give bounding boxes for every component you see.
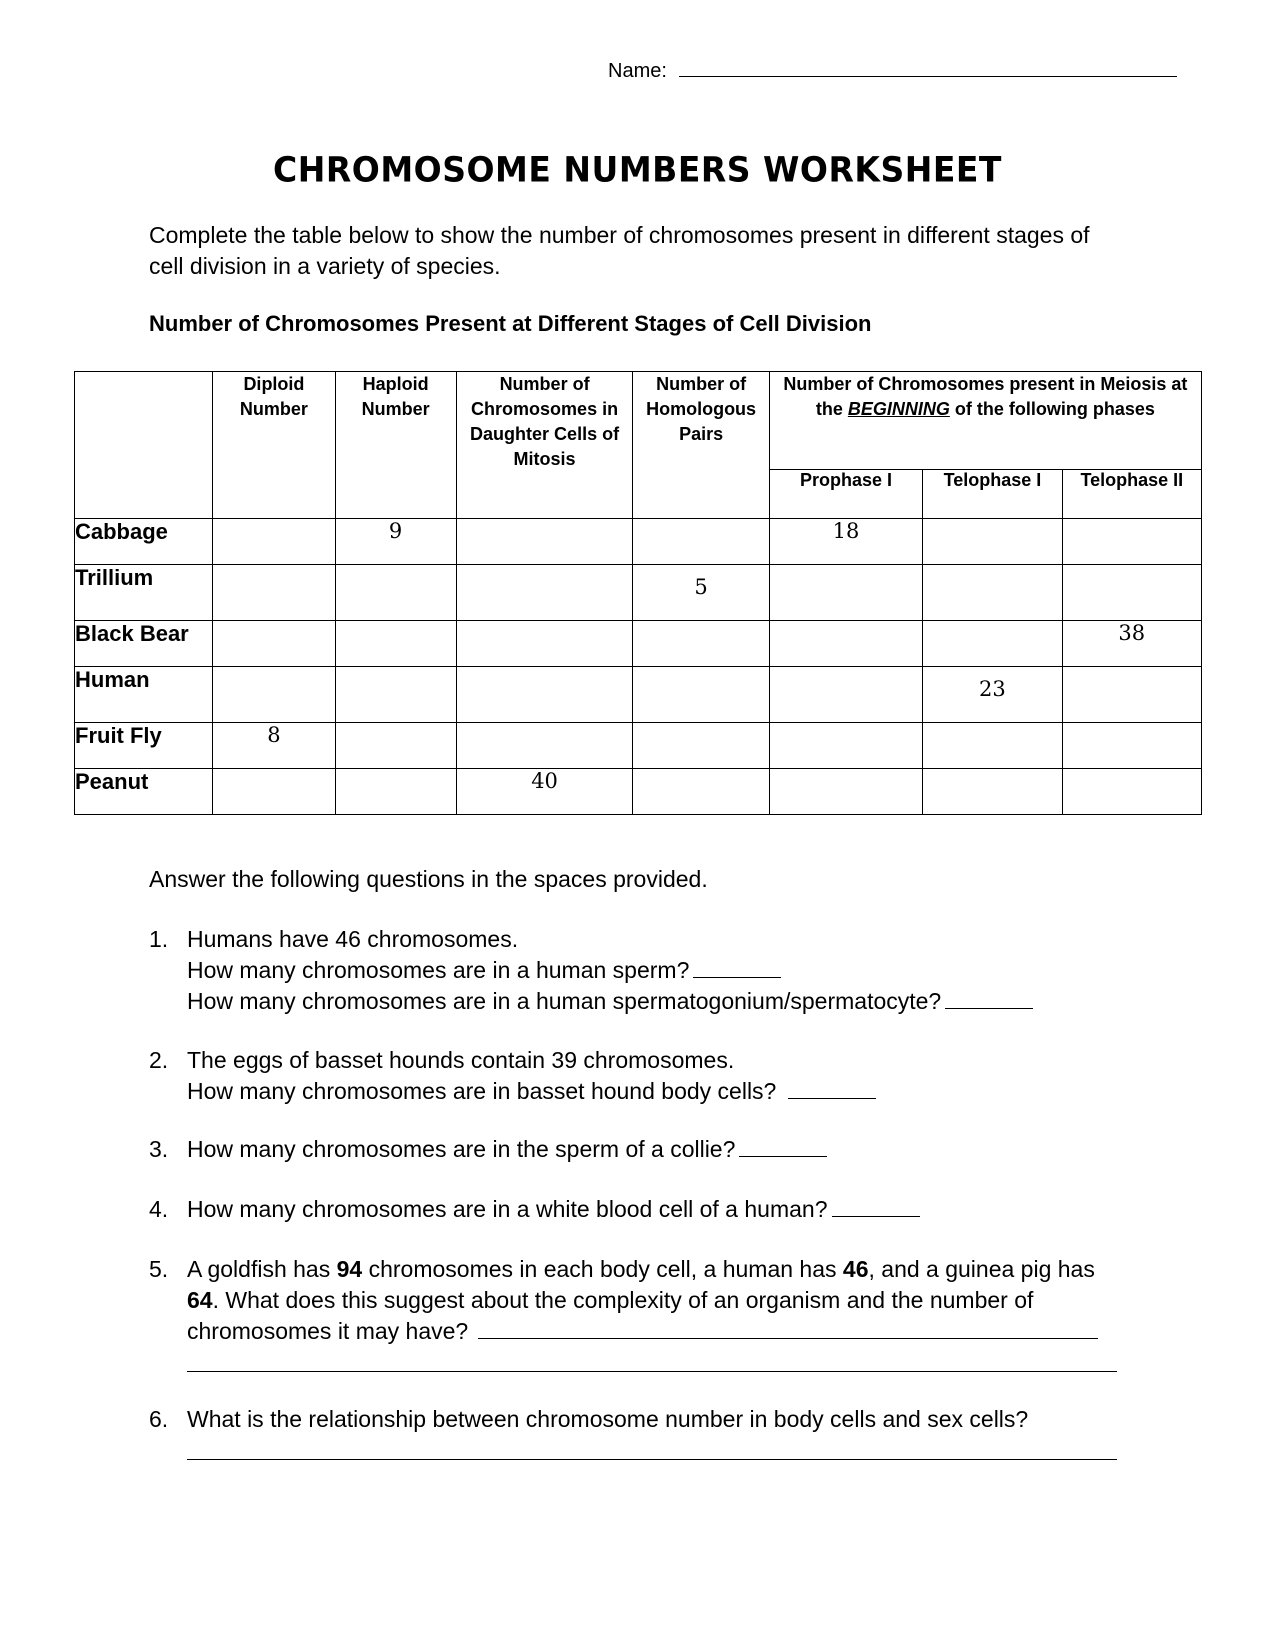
meiosis-header xyxy=(769,372,1201,470)
telophase2-cell[interactable] xyxy=(1062,769,1201,815)
diploid-cell[interactable] xyxy=(213,769,335,815)
species-label: Human xyxy=(75,667,213,723)
question-text: . What does this suggest about the complexity of an organism and the number of xyxy=(212,1287,1034,1313)
meiosis-header-emphasis: BEGINNING xyxy=(847,399,950,419)
question-text: chromosomes it may have? xyxy=(187,1318,469,1344)
table-row xyxy=(75,621,1202,667)
telophase1-cell[interactable] xyxy=(923,723,1062,769)
telophase2-cell[interactable] xyxy=(1062,723,1201,769)
answer-line[interactable] xyxy=(187,1347,1117,1372)
question-text: , and a guinea pig has xyxy=(868,1256,1095,1282)
telophase1-header: Telophase I xyxy=(923,470,1062,519)
diploid-cell[interactable] xyxy=(213,621,335,667)
prophase1-header: Prophase I xyxy=(769,470,922,519)
answer-blank[interactable] xyxy=(478,1320,1098,1339)
diploid-cell[interactable] xyxy=(213,519,335,565)
telophase1-cell[interactable] xyxy=(923,565,1062,621)
species-label: Peanut xyxy=(75,769,213,815)
diploid-header: Diploid Number xyxy=(213,372,335,519)
name-label: Name: xyxy=(608,60,667,82)
question-1 xyxy=(149,924,1149,1017)
telophase2-cell[interactable] xyxy=(1062,565,1201,621)
telophase2-header: Telophase II xyxy=(1062,470,1201,519)
question-number: 1. xyxy=(149,926,169,952)
question-text: How many chromosomes are in basset hound body cells? xyxy=(187,1078,777,1104)
chromosome-table xyxy=(74,371,1202,815)
table-row xyxy=(75,723,1202,769)
mitosis-cell[interactable] xyxy=(456,667,633,723)
mitosis-cell[interactable] xyxy=(456,565,633,621)
question-text: How many chromosomes are in a white blood cell of a human? xyxy=(187,1196,828,1222)
mitosis-cell[interactable] xyxy=(456,621,633,667)
telophase2-cell[interactable]: 38 xyxy=(1062,621,1201,667)
question-text: The eggs of basset hounds contain 39 chromosomes. xyxy=(187,1047,735,1073)
question-number: 2. xyxy=(149,1047,169,1073)
question-3 xyxy=(149,1134,1149,1165)
haploid-cell[interactable] xyxy=(335,621,456,667)
species-label: Trillium xyxy=(75,565,213,621)
haploid-cell[interactable] xyxy=(335,723,456,769)
mitosis-cell[interactable]: 40 xyxy=(456,769,633,815)
questions-intro: Answer the following questions in the spaces provided. xyxy=(149,866,708,892)
mitosis-cell[interactable] xyxy=(456,519,633,565)
haploid-header: Haploid Number xyxy=(335,372,456,519)
question-number: 3. xyxy=(149,1136,169,1162)
mitosis-header: Number of Chromosomes in Daughter Cells of Mitosis xyxy=(456,372,633,519)
question-number: 5. xyxy=(149,1256,169,1282)
haploid-cell[interactable]: 9 xyxy=(335,519,456,565)
answer-blank[interactable] xyxy=(832,1198,920,1217)
species-label: Fruit Fly xyxy=(75,723,213,769)
table-row xyxy=(75,519,1202,565)
mitosis-cell[interactable] xyxy=(456,723,633,769)
species-label: Cabbage xyxy=(75,519,213,565)
homologous-cell[interactable] xyxy=(633,667,769,723)
homologous-cell[interactable] xyxy=(633,621,769,667)
question-text: A goldfish has xyxy=(187,1256,337,1282)
question-text: How many chromosomes are in a human sperm? xyxy=(187,957,690,983)
telophase2-cell[interactable] xyxy=(1062,667,1201,723)
page-title: CHROMOSOME NUMBERS WORKSHEET xyxy=(273,149,1002,190)
question-text: chromosomes in each body cell, a human has xyxy=(362,1256,843,1282)
haploid-cell[interactable] xyxy=(335,565,456,621)
prophase1-cell[interactable] xyxy=(769,667,922,723)
name-field xyxy=(608,60,1177,83)
telophase1-cell[interactable] xyxy=(923,769,1062,815)
question-5 xyxy=(149,1254,1149,1372)
answer-line[interactable] xyxy=(187,1435,1117,1460)
meiosis-header-post: of the following phases xyxy=(949,399,1155,419)
telophase1-cell[interactable]: 23 xyxy=(923,667,1062,723)
diploid-cell[interactable] xyxy=(213,565,335,621)
prophase1-cell[interactable] xyxy=(769,769,922,815)
question-6 xyxy=(149,1404,1149,1460)
telophase1-cell[interactable] xyxy=(923,621,1062,667)
table-row xyxy=(75,565,1202,621)
diploid-cell[interactable]: 8 xyxy=(213,723,335,769)
prophase1-cell[interactable]: 18 xyxy=(769,519,922,565)
prophase1-cell[interactable] xyxy=(769,565,922,621)
table-row xyxy=(75,667,1202,723)
haploid-cell[interactable] xyxy=(335,667,456,723)
name-blank-line[interactable] xyxy=(679,60,1177,77)
question-4 xyxy=(149,1194,1149,1225)
prophase1-cell[interactable] xyxy=(769,621,922,667)
guinea-pig-count: 64 xyxy=(187,1287,213,1313)
table-row xyxy=(75,769,1202,815)
species-label: Black Bear xyxy=(75,621,213,667)
question-text: Humans have 46 chromosomes. xyxy=(187,926,519,952)
homologous-cell[interactable] xyxy=(633,519,769,565)
answer-blank[interactable] xyxy=(945,990,1033,1009)
diploid-cell[interactable] xyxy=(213,667,335,723)
meiosis-header-pre: Number of Chromosomes present in Meiosis at the xyxy=(783,374,1188,419)
human-count: 46 xyxy=(842,1256,869,1282)
homologous-header: Number of Homologous Pairs xyxy=(633,372,769,519)
haploid-cell[interactable] xyxy=(335,769,456,815)
species-header-cell xyxy=(75,372,213,519)
homologous-cell[interactable]: 5 xyxy=(633,565,769,621)
question-text: How many chromosomes are in the sperm of a collie? xyxy=(187,1136,736,1162)
answer-blank[interactable] xyxy=(788,1080,876,1099)
question-number: 6. xyxy=(149,1406,169,1432)
answer-blank[interactable] xyxy=(693,959,781,978)
question-text: How many chromosomes are in a human spermatogonium/spermatocyte? xyxy=(187,988,942,1014)
question-text: What is the relationship between chromosome number in body cells and sex cells? xyxy=(187,1406,1029,1432)
homologous-cell[interactable] xyxy=(633,769,769,815)
telophase2-cell[interactable] xyxy=(1062,519,1201,565)
telophase1-cell[interactable] xyxy=(923,519,1062,565)
homologous-cell[interactable] xyxy=(633,723,769,769)
goldfish-count: 94 xyxy=(336,1256,363,1282)
question-2 xyxy=(149,1045,1149,1107)
intro-text: Complete the table below to show the number of chromosomes present in different stages of cell division in a variety of species. xyxy=(149,222,1090,279)
table-caption: Number of Chromosomes Present at Different Stages of Cell Division xyxy=(149,311,872,336)
answer-blank[interactable] xyxy=(739,1138,827,1157)
question-number: 4. xyxy=(149,1196,169,1222)
prophase1-cell[interactable] xyxy=(769,723,922,769)
